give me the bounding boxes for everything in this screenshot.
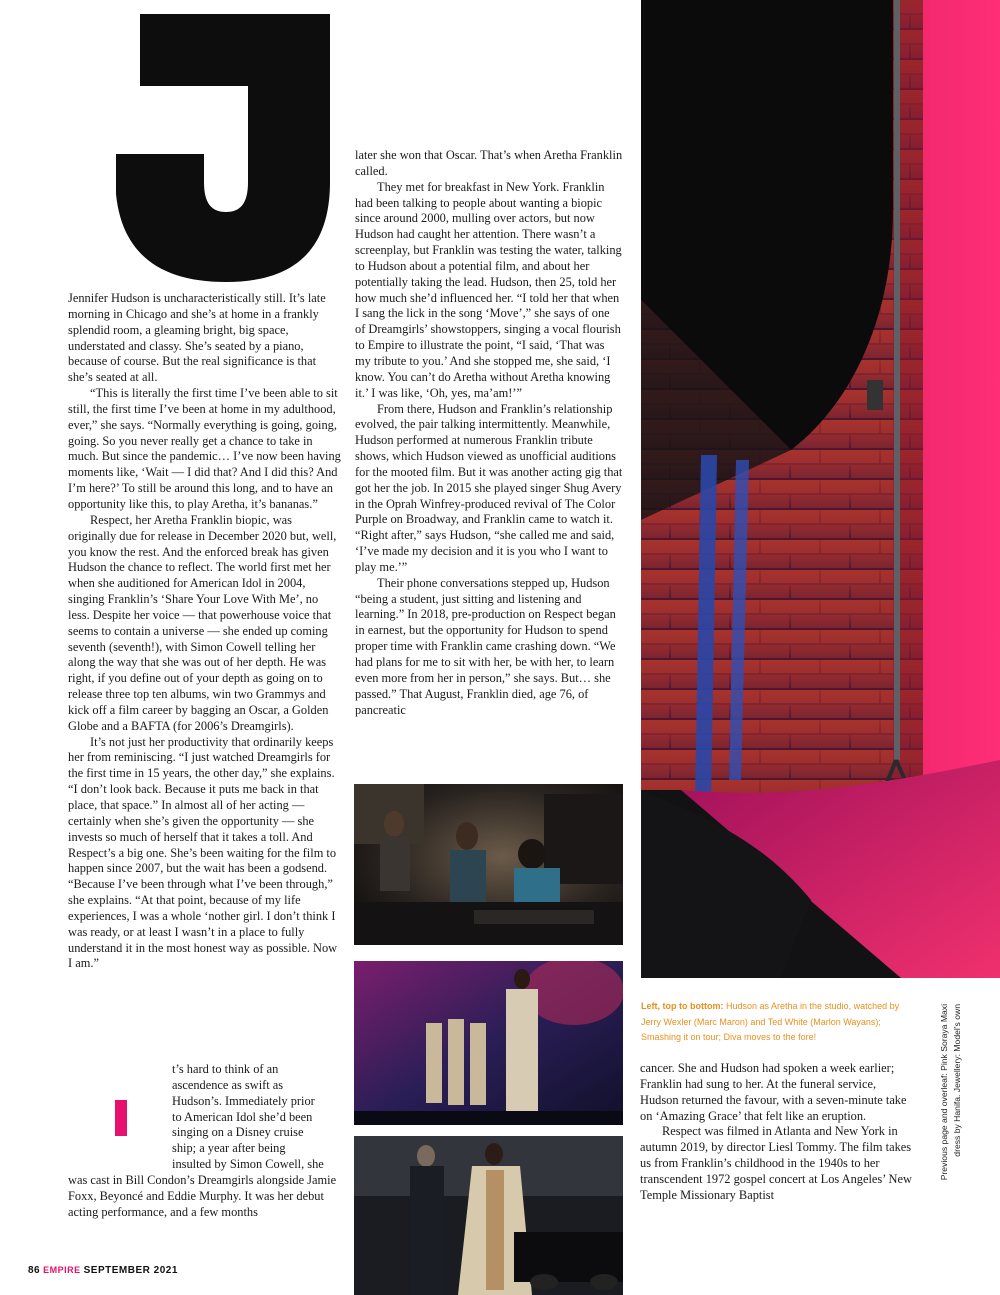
- article-column-3: [640, 1061, 912, 1204]
- paragraph: Jennifer Hudson is uncharacteristically still. It’s late morning in Chicago and she’s at home in a frankly splendid room, a gleaming bright, big space, understated and classy. She’s seated by a piano, because of course. But the real significance is that she’s seated at all.: [68, 291, 326, 385]
- paragraph: Respect, her Aretha Franklin biopic, was originally due for release in December 2020 but, well, you know the rest. And the enforced break has given Hudson the chance to reflect. The world first met her when she auditioned for American Idol in 2004, singing Franklin’s ‘Share Your Love With Me’, no less. Despite her voice — that powerhouse voice that seems to contain a universe — she ended up coming seventh (seventh!), with Simon Cowell telling her along the way that she was out of her depth. He was right, if you define out of your depth as going on to release three top ten albums, win two Grammys and kick off a film career by bagging an Oscar, a Golden Globe and a BAFTA (for 2006’s Dreamgirls).: [68, 512, 337, 733]
- article-column-2: [355, 148, 623, 718]
- text-line: insulted by Simon Cowell, she: [172, 1157, 324, 1172]
- photo-studio-backdrop: [641, 0, 1000, 978]
- article-column-1-continued: [68, 1062, 341, 1220]
- text-line: ascendence as swift as: [172, 1077, 284, 1092]
- photo-caption: [641, 999, 913, 1046]
- issue-date: SEPTEMBER 2021: [83, 1265, 178, 1276]
- page-folio: [28, 1265, 178, 1276]
- text-line: t’s hard to think of an: [172, 1062, 279, 1076]
- paragraph: “This is literally the first time I’ve been able to sit still, the first time I’ve been at home in my adulthood, ever,” she says. “Normally everything is going, going, going. So you never really get a chance to take in much. But since the pandemic… I’ve now been having moments like, ‘Wait — I did that? And I did this? And I’m here?’ To still be around this long, and to have an opportunity like this, to play Aretha, it’s bananas.”: [68, 386, 341, 511]
- paragraph: They met for breakfast in New York. Franklin had been talking to people about wanting a biopic since around 2000, mulling over actors, but now Hudson had caught her attention. There wasn’t a screenplay, but Franklin was testing the water, talking to Hudson about a potential film, and about her potentially taking the lead. Hudson, then 25, told her how much she’d influenced her. “I told her that when I sang the lick in the song ‘Move’,” she says of one of Dreamgirls’ showstoppers, singing a vocal flourish to Empire to illustrate the point, “I said, ‘That was my tribute to you.’ And she stopped me, she said, ‘I know. You can’t do Aretha without Aretha knowing it.’ I was like, ‘Oh, yes, ma’am!’”: [355, 179, 622, 400]
- paragraph: Their phone conversations stepped up, Hudson “being a student, just sitting and listening and learning.” In 2018, pre-production on Respect began in earnest, but the opportunity for Hudson to spend proper time with Franklin came crashing down. “We had plans for me to sit with her, be with her, to learn even more from her in person,” she says. But… she passed.” That August, Franklin died, age 76, of pancreatic: [355, 575, 616, 717]
- caption-text: Hudson as Aretha in the studio, watched by Jerry Wexler (Marc Maron) and Ted White (Marlon Wayans); Smashing it on tour; Diva moves to the fore!: [641, 1001, 900, 1042]
- article-column-1: [68, 291, 341, 972]
- photo-studio: [354, 784, 623, 945]
- text-line: to American Idol she’d been: [172, 1109, 313, 1124]
- paragraph: Respect was filmed in Atlanta and New York in autumn 2019, by director Liesl Tommy. The film takes us from Franklin’s childhood in the 1940s to her transcendent 1972 gospel concert at Los Angeles’ New Temple Missionary Baptist: [640, 1124, 912, 1202]
- magazine-logo: EMPIRE: [43, 1265, 81, 1275]
- text-line: Hudson’s. Immediately prior: [172, 1093, 315, 1108]
- dropcap-j: [108, 14, 340, 282]
- paragraph: It’s not just her productivity that ordinarily keeps her from reminiscing. “I just watched Dreamgirls for the first time in 15 years, the other day,” she explains. “I don’t look back. Because it puts me back in that place, that space.” In almost all of her acting — certainly when she’s given the opportunity — she invests so much of herself that it takes a toll. And Respect’s a big one. She’s been waiting for the film to happen since 2007, but the wait has been a godsend. “Because I’ve been through what I’ve been through,” she explains. “At that point, because of my life experiences, I was a whole ‘nother girl. I don’t think I was ready, or at least I wasn’t in a place to fully understand it in the most honest way as possible. Now I am.”: [68, 734, 338, 971]
- paragraph: cancer. She and Hudson had spoken a week earlier; Franklin had sung to her. At the funeral service, Hudson returned the favour, with a seven-minute take on ‘Amazing Grace’ that felt like an eruption.: [640, 1061, 907, 1123]
- credit-line: dress by Hanifa. Jewellery: Model’s own: [952, 1004, 962, 1157]
- paragraph: From there, Hudson and Franklin’s relationship evolved, the pair talking intermittently. Meanwhile, Hudson performed at numerous Franklin tribute shows, which Hudson viewed as unofficial auditions for the mooted film. But it was another acting gig that got her the job. In 2015 she played singer Shug Avery in the Oprah Winfrey-produced revival of The Color Purple on Broadway, and Franklin came to watch it. “Right after,” says Hudson, “she called me and said, ‘I’ve made my decision and it is you who I want to play me.’”: [355, 401, 623, 574]
- paragraph: later she won that Oscar. That’s when Aretha Franklin called.: [355, 148, 623, 178]
- page-number: 86: [28, 1265, 41, 1276]
- photo-on-tour: [354, 961, 623, 1125]
- photo-credit: [932, 1004, 972, 1220]
- paragraph: was cast in Bill Condon’s Dreamgirls alongside Jamie Foxx, Beyoncé and Eddie Murphy. It was her debut acting performance, and a few months: [68, 1172, 337, 1219]
- text-line: ship; a year after being: [172, 1141, 286, 1156]
- photo-diva: [354, 1136, 623, 1295]
- caption-lead: Left, top to bottom:: [641, 1001, 724, 1011]
- credit-line: Previous page and overleaf: Pink Soraya Maxi: [939, 1004, 949, 1181]
- text-line: singing on a Disney cruise: [172, 1125, 304, 1140]
